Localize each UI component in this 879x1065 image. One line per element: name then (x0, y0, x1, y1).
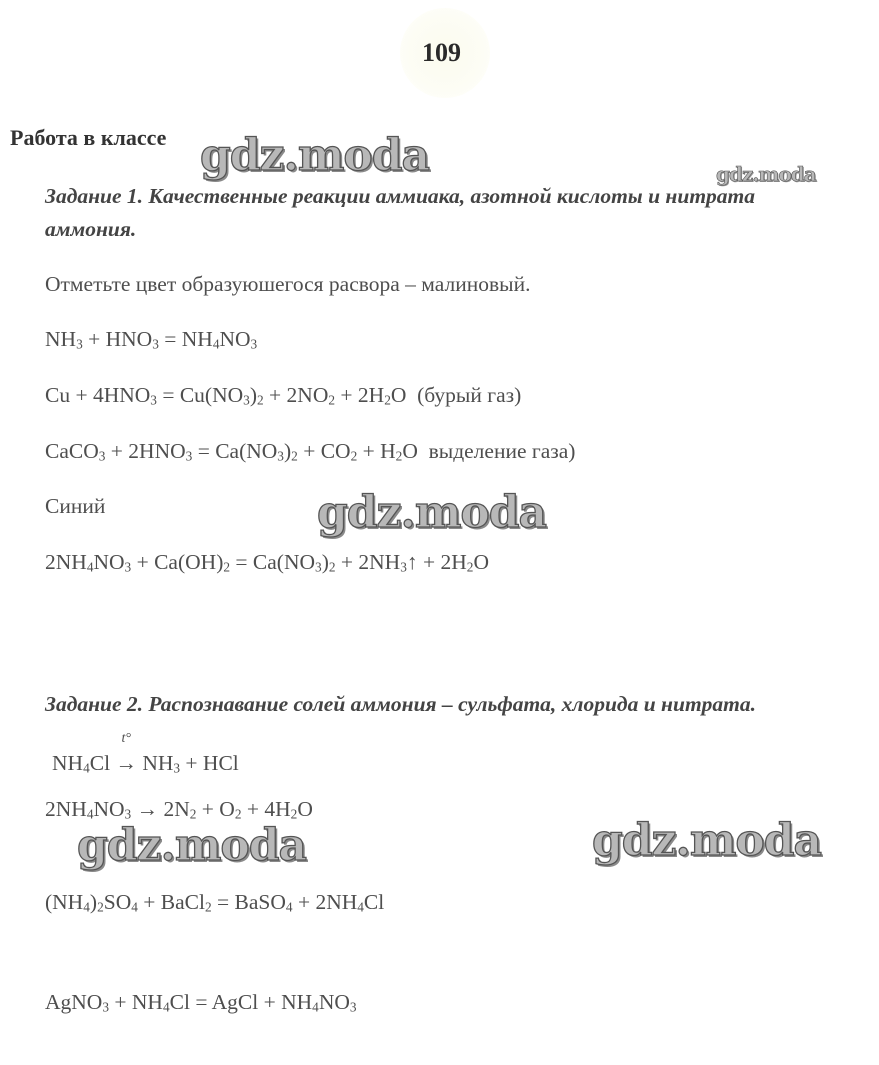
equation-nh4no3-caoh2: $2NH_4NO_3 + Ca(OH)_2 = Ca(NO_3)_2$ + $2NH_3↑ + 2H_2O$ (45, 550, 489, 575)
equation-agno3-nh4cl: AgNO$_3$ + $NH_4Cl$ = AgCl + $NH_4NO_3$ (45, 990, 357, 1015)
equation-nh3-hno3: $NH_3 + HNO_3 = NH_4NO_3$ (45, 327, 258, 352)
task-1-title (45, 180, 755, 246)
section-title: Работа в классе (10, 125, 167, 150)
equation-cu-hno3: $Cu + 4HNO_3 = Cu(NO_3)_2 + 2NO_2 + 2H_2O$ (бурый газ) (45, 383, 522, 408)
gas-note: (бурый газ) (417, 383, 522, 407)
gas-note: выделение газа) (428, 439, 576, 463)
task-1-title-line-2: аммония. (45, 217, 137, 241)
equation-nh4no3-decomposition: $2NH_4NO_3 \to 2N_2 + O_2 + 4H_2O$ (45, 797, 313, 822)
heat-arrow: t° → (115, 731, 137, 775)
watermark-logo: gdz.moda (200, 130, 430, 181)
equation-sulfate-bacl2: $(NH_4)_2SO_4$ + BaCl$_2$ = BaSO$_4$ + $2NH_4Cl$ (45, 890, 385, 915)
watermark-logo: gdz.moda (592, 815, 822, 866)
color-answer: Синий (45, 494, 106, 518)
page-number: 109 (422, 38, 461, 67)
watermark-logo: gdz.moda (77, 820, 307, 871)
color-note: Отметьте цвет образуюшегося расвора – малиновый. (45, 272, 531, 296)
equation-caco3-hno3: CaCO$_3$ + $2HNO_3 = Ca(NO_3)_2 + CO_2 + H_2O$ выделение газа) (45, 439, 576, 464)
watermark-logo: gdz.moda (716, 162, 816, 186)
watermark-logo: gdz.moda (317, 487, 547, 538)
heat-label: t° (121, 731, 131, 746)
equation-nh4cl-decomposition: $NH_4Cl$ t° → $NH_3$ + HCl (52, 731, 239, 776)
task-1-title-line-1: Задание 1. Качественные реакции аммиака, азотной кислоты и нитрата (45, 184, 756, 208)
task-2-title: Задание 2. Распознавание солей аммония – сульфата, хлорида и нитрата. (45, 692, 757, 716)
